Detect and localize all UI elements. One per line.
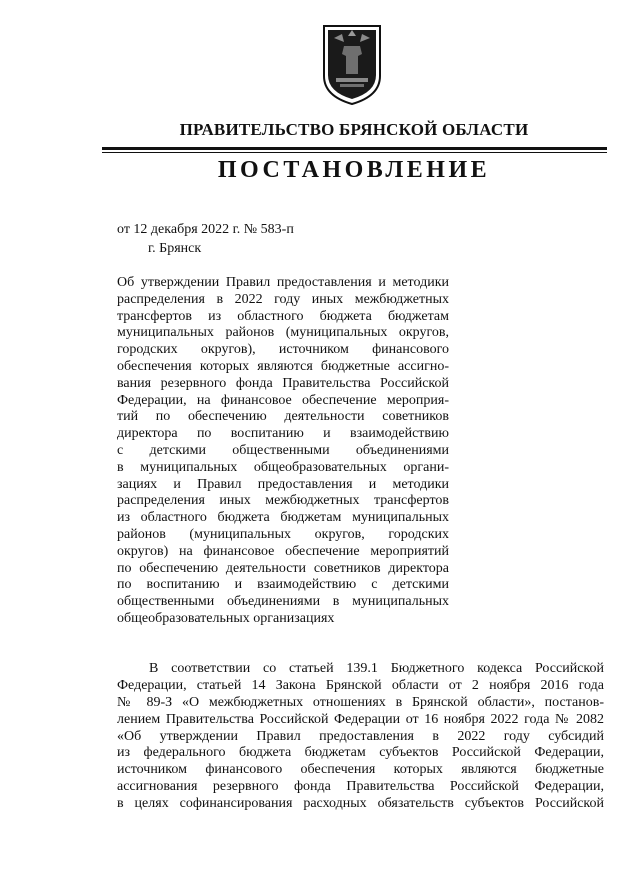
body-line: в целях софинансирования расходных обязательств субъектов Российской	[117, 796, 604, 812]
subject-line: распределения иных межбюджетных трансфертов	[117, 493, 449, 509]
body-line: № 89-З «О межбюджетных отношениях в Брянской области», постанов-	[117, 694, 604, 710]
subject-line: Об утверждении Правил предоставления и методики	[117, 275, 449, 290]
subject-line: муниципальных районов (муниципальных округов,	[117, 325, 449, 341]
date-number: от 12 декабря 2022 г. № 583-п	[117, 222, 294, 237]
subject-line: округов) на финансовое обеспечение мероприятий	[117, 543, 449, 559]
subject-line: с детскими общественными объединениями	[117, 442, 449, 458]
subject-line: по воспитанию и взаимодействию с детскими	[117, 577, 449, 593]
body-line: из федерального бюджета бюджетам субъектов Российской Федерации,	[117, 745, 604, 761]
subject-line: тий по обеспечению деятельности советников	[117, 409, 449, 425]
header-rule-thick	[102, 147, 607, 150]
body-line: «Об утверждении Правил предоставления в 2022 году субсидий	[117, 728, 604, 744]
subject-line: городских округов), источником финансового	[117, 342, 449, 358]
subject-line: в муниципальных общеобразовательных органи-	[117, 459, 449, 475]
government-title: ПРАВИТЕЛЬСТВО БРЯНСКОЙ ОБЛАСТИ	[179, 120, 529, 139]
subject-line: директора по воспитанию и взаимодействию	[117, 426, 449, 442]
body-line: Федерации, статьей 14 Закона Брянской области от 2 ноября 2016 года	[117, 677, 604, 693]
subject-line: из областного бюджета бюджетам муниципальных	[117, 510, 449, 526]
subject-line: вания резервного фонда Правительства Российской	[117, 375, 449, 391]
header-rule-thin	[102, 152, 607, 153]
body-line: ассигнования резервного фонда Правительства Российской Федерации,	[117, 779, 604, 795]
subject-line: общественными объединениями в муниципальных	[117, 594, 449, 610]
subject-line: распределения в 2022 году иных межбюджетных	[117, 291, 449, 307]
document-body	[117, 661, 604, 813]
coat-of-arms-icon	[322, 24, 382, 106]
subject-line: районов (муниципальных округов, городских	[117, 526, 449, 542]
body-line: источником финансового обеспечения которых являются бюджетные	[117, 762, 604, 778]
document-subject	[117, 275, 449, 628]
document-type: ПОСТАНОВЛЕНИЕ	[217, 157, 491, 183]
body-line: лением Правительства Российской Федерации от 16 ноября 2022 года № 2082	[117, 711, 604, 727]
subject-line: зациях и Правил предоставления и методики	[117, 476, 449, 492]
city: г. Брянск	[148, 241, 202, 256]
subject-line: общеобразовательных организациях	[117, 610, 335, 626]
body-line: В соответствии со статьей 139.1 Бюджетного кодекса Российской	[149, 661, 604, 676]
subject-line: Федерации, на финансовое обеспечение мероприя-	[117, 392, 449, 408]
subject-line: по обеспечению деятельности советников директора	[117, 560, 449, 576]
subject-line: обеспечения которых являются бюджетные ассигно-	[117, 358, 449, 374]
subject-line: трансфертов из областного бюджета бюджетам	[117, 308, 449, 324]
